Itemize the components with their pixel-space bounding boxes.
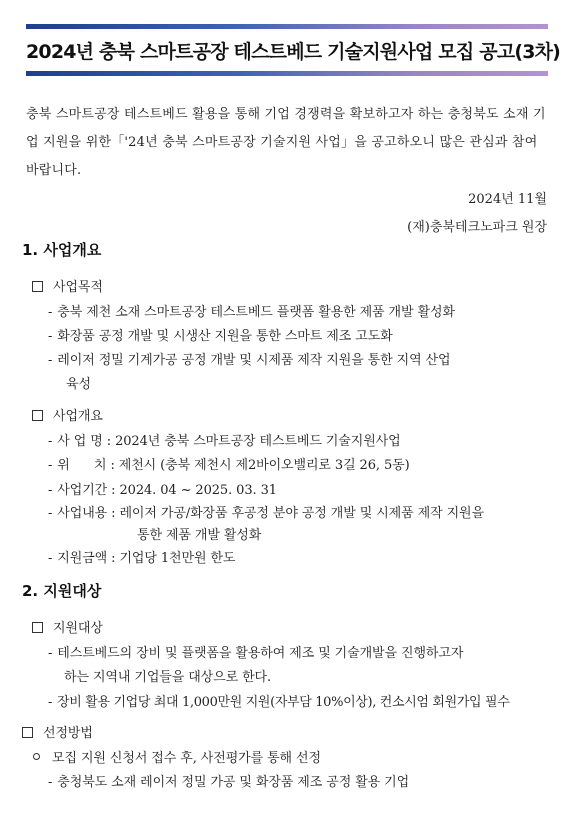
- section-heading-overview: 1. 사업개요: [22, 241, 102, 259]
- circle-list-item: 모집 지원 신청서 접수 후, 사전평가를 통해 선정: [33, 747, 321, 766]
- list-item: - 사업내용 : 레이저 가공/화장품 후공정 분야 공정 개발 및 시제품 제작 지원을: [48, 506, 484, 521]
- title-bottom-bar: [26, 71, 548, 76]
- list-item: - 테스트베드의 장비 및 플랫폼을 활용하여 제조 및 기술개발을 진행하고자: [48, 646, 464, 661]
- list-item: - 위 치 : 제천시 (충북 제천시 제2바이오밸리로 3길 26, 5동): [48, 458, 410, 473]
- intro-paragraph: 충북 스마트공장 테스트베드 활용을 통해 기업 경쟁력을 확보하고자 하는 충청북도 소재 기업 지원을 위한「'24년 충북 스마트공장 기술지원 사업」을 공고하오니 많은 관심과 참여 바랍니다.: [26, 107, 546, 178]
- subsection-overview: [32, 405, 103, 424]
- list-item: - 화장품 공정 개발 및 시생산 지원을 통한 스마트 제조 고도화: [48, 329, 393, 344]
- list-item: - 충북 제천 소재 스마트공장 테스트베드 플랫폼 활용한 제품 개발 활성화: [48, 305, 455, 320]
- title-block: [26, 24, 561, 76]
- checkbox-square-icon: [22, 727, 33, 738]
- announcement-date: 2024년 11월: [468, 192, 547, 207]
- list-item: - 레이저 정밀 기계가공 공정 개발 및 시제품 제작 지원을 통한 지역 산업: [48, 353, 451, 368]
- circle-bullet-icon: [33, 753, 40, 760]
- checkbox-square-icon: [32, 281, 43, 292]
- issuer-name: (재)충북테크노파크 원장: [407, 220, 547, 235]
- document-title: 2024년 충북 스마트공장 테스트베드 기술지원사업 모집 공고(3차): [26, 41, 561, 63]
- subsection-label: 지원대상: [53, 621, 103, 636]
- list-item: - 장비 활용 기업당 최대 1,000만원 지원(자부담 10%이상), 컨소시엄 회원가입 필수: [48, 695, 510, 710]
- subsection-label: 사업목적: [53, 280, 103, 295]
- list-item: - 사 업 명 : 2024년 충북 스마트공장 테스트베드 기술지원사업: [48, 434, 401, 449]
- section-heading-target: 2. 지원대상: [22, 582, 102, 600]
- subsection-target: [32, 617, 103, 636]
- list-item-continuation: 육성: [66, 377, 91, 392]
- subsection-selection: [22, 722, 93, 741]
- subsection-label: 사업개요: [53, 409, 103, 424]
- list-item-continuation: 통한 제품 개발 활성화: [137, 528, 262, 543]
- checkbox-square-icon: [32, 622, 43, 633]
- list-item-continuation: 하는 지역내 기업들을 대상으로 한다.: [64, 670, 272, 685]
- subsection-label: 선정방법: [43, 726, 93, 741]
- list-item: - 사업기간 : 2024. 04 ~ 2025. 03. 31: [48, 483, 277, 498]
- list-item: - 지원금액 : 기업당 1천만원 한도: [48, 551, 236, 566]
- subsection-purpose: [32, 276, 103, 295]
- list-item: - 충청북도 소재 레이저 정밀 가공 및 화장품 제조 공정 활용 기업: [48, 775, 410, 790]
- checkbox-square-icon: [32, 410, 43, 421]
